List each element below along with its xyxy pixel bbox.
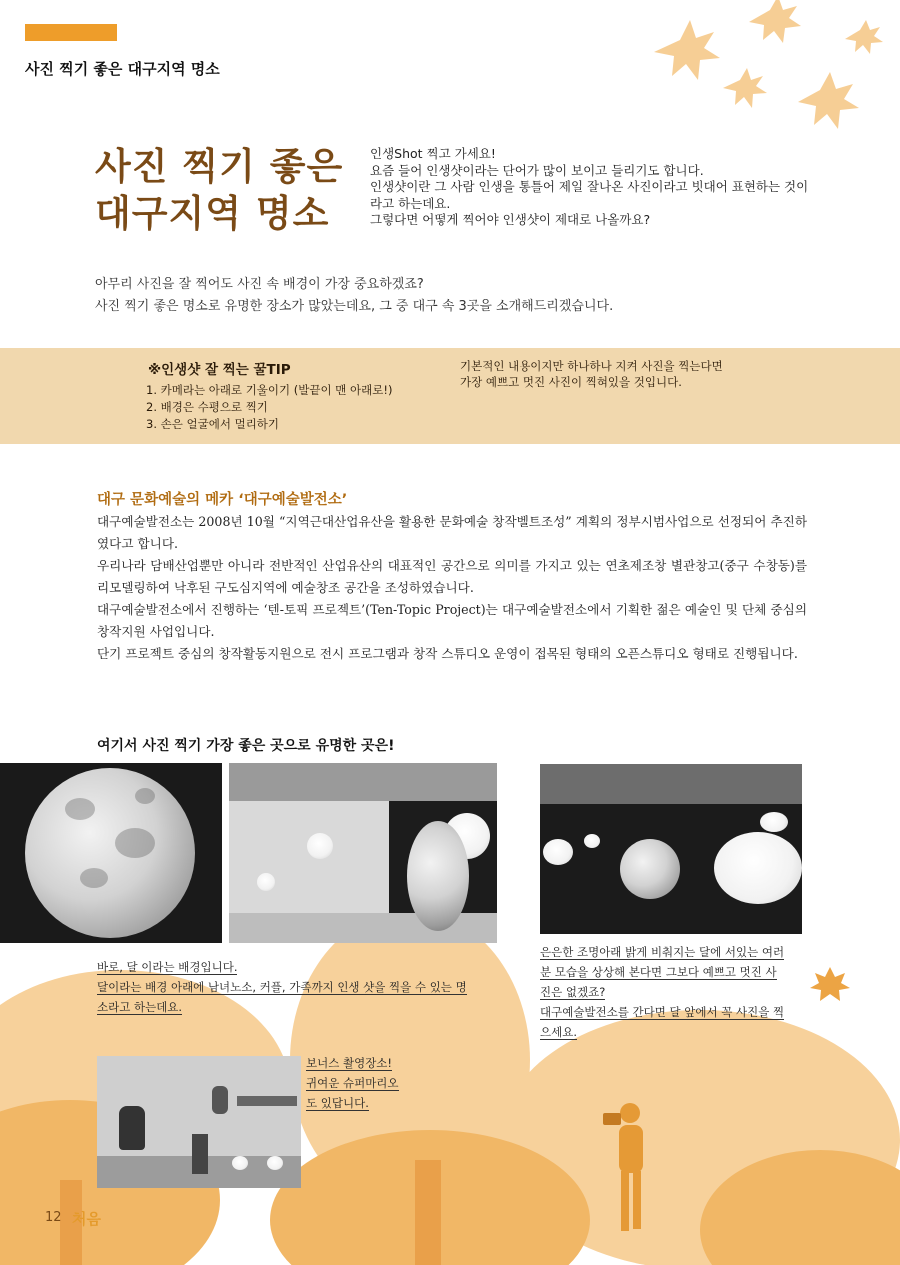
gallery-ceiling — [229, 763, 497, 801]
lantern-light — [257, 873, 275, 891]
photo-spot-heading: 여기서 사진 찍기 가장 좋은 곳으로 유명한 곳은! — [97, 738, 395, 754]
tip-side-note — [460, 358, 790, 390]
page-title — [95, 143, 343, 237]
luigi-figure — [212, 1086, 228, 1114]
lead-text — [95, 274, 815, 318]
intro-text — [370, 146, 810, 229]
leaf-decoration — [620, 0, 900, 160]
gallery-photo — [229, 763, 497, 943]
tip-side-line: 가장 예쁘고 멋진 사진이 찍혀있을 것입니다. — [460, 375, 682, 389]
caption-line: 도 있답니다. — [306, 1096, 369, 1110]
caption-line: 달이라는 배경 아래에 남녀노소, 커플, 가족까지 인생 샷을 찍을 수 있는 명 — [97, 980, 467, 994]
caption-line: 소라고 하는데요. — [97, 1000, 183, 1014]
section-body — [97, 511, 807, 665]
moon-sculpture — [620, 839, 680, 899]
gallery-ceiling — [540, 764, 802, 804]
tip-item: 1. 카메라는 아래로 기울이기 (발끝이 맨 아래로!) — [146, 383, 393, 397]
header-accent-bar — [25, 24, 117, 41]
intro-line: 인생샷이란 그 사람 인생을 통틀어 제일 잘나온 사진이라고 빗대어 표현하는 것이라고 하는데요. — [370, 179, 809, 211]
mushroom — [267, 1156, 283, 1170]
photographer-illustration — [595, 1095, 665, 1245]
moon-caption-left — [97, 957, 507, 1017]
section-paragraph: 단기 프로젝트 중심의 창작활동지원으로 전시 프로그램과 창작 스튜디오 운영이 접목된 형태의 오픈스튜디오 형태로 진행됩니다. — [97, 646, 798, 661]
moon-sculpture — [407, 821, 469, 931]
caption-line: 으세요. — [540, 1025, 577, 1039]
title-line-2: 대구지역 명소 — [95, 191, 330, 235]
section-paragraph: 대구예술발전소는 2008년 10월 “지역근대산업유산을 활용한 문화예술 창작벨트조성” 계획의 정부시범사업으로 선정되어 추진하였다고 합니다. — [97, 514, 807, 551]
section-paragraph: 우리나라 담배산업뿐만 아니라 전반적인 산업유산의 대표적인 공간으로 의미를 가지고 있는 연초제조창 별관창고(중구 수창동)를 리모델링하여 낙후된 구도심지역에 예술창조 공간을 조성하였습니다. — [97, 558, 807, 595]
lantern-light — [760, 812, 788, 832]
tip-item: 3. 손은 얼굴에서 멀리하기 — [146, 417, 280, 431]
maple-leaf-icon — [808, 965, 852, 1005]
lantern-light — [584, 834, 600, 848]
tip-list — [146, 382, 392, 433]
moon-lantern-photo — [540, 764, 802, 934]
caption-line: 은은한 조명아래 밝게 비춰지는 달에 서있는 여러 — [540, 945, 785, 959]
moon-sculpture — [25, 768, 195, 938]
lead-line: 사진 찍기 좋은 명소로 유명한 장소가 많았는데요, 그 중 대구 속 3곳을 소개해드리겠습니다. — [95, 299, 614, 314]
tip-item: 2. 배경은 수평으로 찍기 — [146, 400, 268, 414]
mario-figure — [119, 1106, 145, 1150]
lantern-light — [714, 832, 802, 904]
caption-line: 귀여운 슈퍼마리오 — [306, 1076, 399, 1090]
lantern-light — [543, 839, 573, 865]
mushroom — [232, 1156, 248, 1170]
moon-photo-closeup — [0, 763, 222, 943]
intro-line: 그렇다면 어떻게 찍어야 인생샷이 제대로 나올까요? — [370, 212, 651, 227]
tip-heading: ※인생샷 잘 찍는 꿀TIP — [148, 362, 291, 378]
caption-line: 대구예술발전소를 간다면 달 앞에서 꼭 사진을 찍 — [540, 1005, 785, 1019]
title-line-1: 사진 찍기 좋은 — [95, 144, 344, 188]
moon-caption-right — [540, 942, 805, 1042]
caption-line: 보너스 촬영장소! — [306, 1056, 393, 1070]
section-label: 사진 찍기 좋은 대구지역 명소 — [25, 60, 220, 78]
mario-photo — [97, 1056, 301, 1188]
caption-line: 바로, 달 이라는 배경입니다. — [97, 960, 238, 974]
caption-line: 분 모습을 상상해 본다면 그보다 예쁘고 멋진 사 — [540, 965, 777, 979]
caption-line: 진은 없겠죠? — [540, 985, 606, 999]
tip-side-line: 기본적인 내용이지만 하나하나 지켜 사진을 찍는다면 — [460, 359, 723, 373]
lantern-light — [307, 833, 333, 859]
bonus-caption — [306, 1053, 426, 1113]
pipe — [192, 1134, 208, 1174]
magazine-logo: 처음 — [72, 1210, 101, 1228]
section-title: 대구 문화예술의 메카 ‘대구예술발전소’ — [97, 492, 348, 508]
intro-line: 요즘 들어 인생샷이라는 단어가 많이 보이고 들리기도 합니다. — [370, 162, 704, 178]
intro-line: 인생Shot 찍고 가세요! — [370, 146, 496, 161]
page-number: 12 — [45, 1210, 62, 1225]
brick-row — [237, 1096, 297, 1106]
section-paragraph: 대구예술발전소에서 진행하는 ‘텐-토픽 프로젝트’(Ten-Topic Project)는 대구예술발전소에서 기획한 젊은 예술인 및 단체 중심의 창작지원 사업입니다. — [97, 602, 807, 639]
lead-line: 아무리 사진을 잘 찍어도 사진 속 배경이 가장 중요하겠죠? — [95, 277, 424, 292]
